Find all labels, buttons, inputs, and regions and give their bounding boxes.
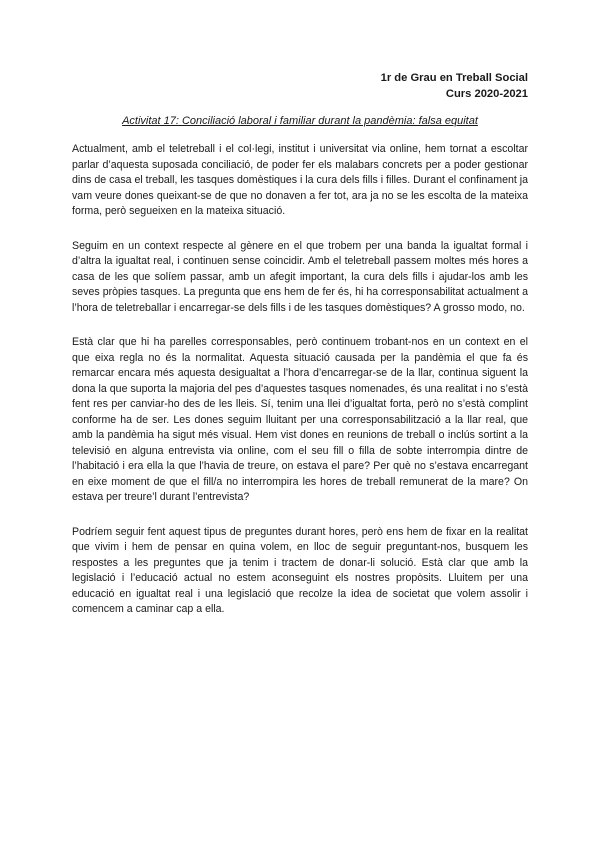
activity-title: Activitat 17: Conciliació laboral i familiar durant la pandèmia: falsa equitat (122, 115, 478, 127)
paragraph-2: Seguim en un context respecte al gènere en el que trobem per una banda la igualtat formal i d’altra la igualtat real, i continuen sense coincidir. Amb el teletreball passem moltes més hores a casa de les que solíem passar, amb un afegit important, la cura dels fills i ajudar-los amb les seves pròpies tasques. La pregunta que ens hem de fer és, hi ha corresponsabilitat actualment a l’hora de teletreballar i encarregar-se dels fills i de les tasques domèstiques? A grosso modo, no. (72, 239, 528, 314)
paragraph-3: Està clar que hi ha parelles corresponsables, però continuem trobant-nos en un context en el que eixa regla no és la normalitat. Aquesta situació causada per la pandèmia el que fa és remarcar encara més aquesta desigualtat a l’hora d’encarregar-se de la llar, continua siguent la dona la que suporta la majoria del pes d’aquestes tasques nomenades, és una realitat i no s’està fent res per canviar-ho des de les lleis. Sí, tenim una llei d’igualtat forta, però no s’està complint conforme ha de ser. Les dones seguim lluitant per una corresponsabilització a la llar real, que amb la pandèmia ha sigut més visual. Hem vist dones en reunions de treball o inclús sortint a la televisió en alguna entrevista via online, com el seu fill o filla de sobte interrompia dintre de l’habitació i era ella la que l’havia de treure, on estava el pare? Per què no s’estava encarregant en eixe moment de que el fill/a no interrompira les hores de treball remunerat de la mare? On estava per treure’l durant l’entrevista? (72, 336, 528, 503)
paragraph-1: Actualment, amb el teletreball i el col·legi, institut i universitat via online, hem tornat a escoltar parlar d’aquesta suposada conciliació, de poder fer els malabars concrets per a poder gestionar dins de casa el treball, les tasques domèstiques i la cura dels fills i filles. Durant el confinament ja vam veure dones queixant-se de que no donaven a fer tot, ara ja no se les escolta de la mateixa forma, però segueixen en la mateixa situació. (72, 143, 528, 217)
paragraph-4: Podríem seguir fent aquest tipus de preguntes durant hores, però ens hem de fixar en la realitat que vivim i hem de pensar en quina volem, en lloc de seguir preguntant-nos, busquem les respostes a les preguntes que ja tenim i tractem de donar-li solució. Està clar que amb la legislació i l’educació actual no estem aconseguint els nostres propòsits. Lluitem per una educació en igualtat real i una legislació que recolze la idea de societat que volem assolir i comencem a caminar cap a ella. (72, 525, 528, 615)
document-body (72, 142, 528, 637)
header-course: 1r de Grau en Treball Social (380, 72, 528, 84)
header-year: Curs 2020-2021 (445, 88, 528, 100)
document-header (381, 70, 528, 102)
